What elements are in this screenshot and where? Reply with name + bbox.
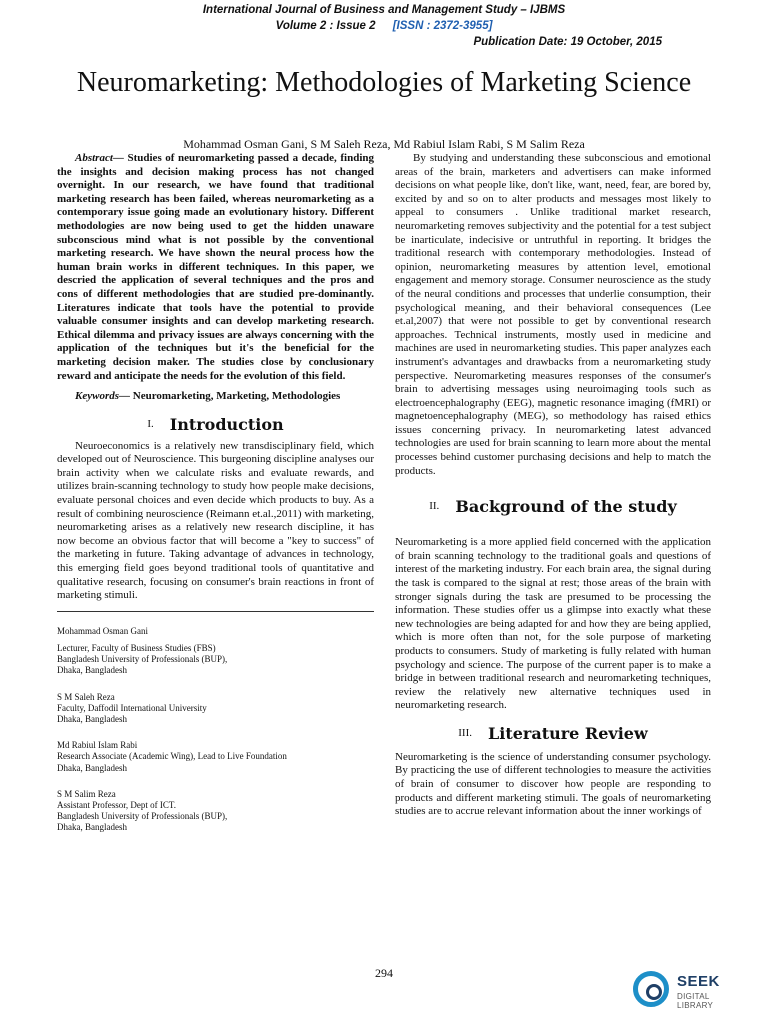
affiliation-line: Dhaka, Bangladesh (57, 713, 127, 724)
affiliation-block (57, 740, 374, 774)
introduction-paragraph: Neuroeconomics is a relatively new transdisciplinary field, which developed out of Neuroscience. This burgeoning discipline analyses our brain activity when we calculate risks and evaluate rewards, and utilizes brain-scanning technology to study how people make decisions, evaluate personal choices and even decide which products to buy. As a result of combining neuroscience (Reimann et.al.,2011) with marketing, neuromarketing arises as a relatively new research discipline, it has now become an obvious factor that will become a "key to success" of the marketing in future. Taking advantage of advances in technology, this emerging field goes beyond traditional tools of quantitative and qualitative research, focusing on consumer's brain reactions in front of marketing stimuli. (57, 439, 374, 602)
journal-name: International Journal of Business and Management Study – IJBMS (202, 4, 566, 16)
right-column (395, 152, 711, 819)
seek-logo-icon (633, 971, 669, 1007)
section-title: Background of the study (455, 497, 677, 517)
section-heading-background (395, 497, 711, 517)
affiliation-name: S M Saleh Reza (57, 691, 115, 702)
paper-authors: Mohammad Osman Gani, S M Saleh Reza, Md Rabiul Islam Rabi, S M Salim Reza (183, 137, 585, 151)
logo-brand: SEEK (677, 973, 720, 990)
abstract-label: Abstract— (75, 152, 124, 164)
section-heading-introduction (57, 414, 374, 434)
seek-digital-library-logo (633, 968, 743, 1012)
left-column (57, 152, 374, 849)
literature-paragraph: Neuromarketing is the science of understanding consumer psychology. By practicing the use of different technologies to measure the activities of brain of consumer to discover how people are responding to products and different marketing stimuli. The goals of neuromarketing studies are to accrue relevant information about the inner workings of (395, 750, 711, 818)
keywords-text: Neuromarketing, Marketing, Methodologies (130, 390, 341, 403)
journal-header (0, 2, 768, 34)
footnote-divider (57, 611, 374, 612)
issn: [ISSN : 2372-3955] (392, 20, 493, 32)
affiliation-line: Dhaka, Bangladesh (57, 822, 127, 833)
keywords-label: Keywords— (75, 390, 130, 403)
affiliation-block (57, 692, 374, 726)
affiliation-line: Dhaka, Bangladesh (57, 762, 127, 773)
affiliation-line: Bangladesh University of Professionals (BUP), (57, 654, 228, 665)
affiliation-block (57, 789, 374, 834)
affiliation-name: S M Salim Reza (57, 788, 116, 799)
affiliation-line: Research Associate (Academic Wing), Lead to Live Foundation (57, 751, 287, 762)
publication-date: Publication Date: 19 October, 2015 (473, 36, 662, 48)
affiliation-line: Assistant Professor, Dept of ICT. (57, 799, 176, 810)
affiliation-line: Dhaka, Bangladesh (57, 665, 127, 676)
affiliation-line: Faculty, Daffodil International University (57, 702, 207, 713)
section-number: III. (458, 726, 473, 739)
keywords (57, 390, 374, 404)
affiliation-name: Mohammad Osman Gani (57, 625, 148, 636)
affiliation-line: Lecturer, Faculty of Business Studies (FBS) (57, 642, 216, 653)
section-number: I. (147, 417, 154, 430)
section-heading-literature (395, 723, 711, 743)
paper-title: Neuromarketing: Methodologies of Marketing Science (76, 67, 692, 98)
abstract (57, 152, 374, 383)
section-title: Literature Review (488, 723, 648, 743)
volume-issue: Volume 2 : Issue 2 (275, 20, 376, 32)
affiliation-block (57, 626, 374, 677)
section-number: II. (429, 500, 440, 513)
affiliation-line: Bangladesh University of Professionals (BUP), (57, 811, 228, 822)
intro-continued-paragraph: By studying and understanding these subconscious and emotional areas of the brain, marketers and advertisers can make informed decisions on what people like, don't like, want, need, fear, are bored by, excited by and so on to alter products and messages most likely to appeal to consumers . Unlike traditional market research, neuromarketing removes subjectivity and the potential for a test subject be inarticulate, indecisive or untruthful in reporting. It bridges the traditional research with contemporary methodologies. Instead of opinion, neuromarketing measures by attention level, emotional engagement and memory storage. Consumer neuroscience as the study of the neural conditions and processes that underlie consumption, their psychological meaning, and their behavioral consequences (Lee et.al,2007) that were not possible to get by conventional research approaches. Technical instruments, mostly used in medicine and machines are used in neuromarketing studies. This paper analyzes each instrument's advantages and drawbacks from a neuromarketing study perspective. Neuromarketing measures responses of the consumer's brain to advertising messages using neuroimaging tools such as electroencephalography (EEG), magnetic resonance imaging (fMRI) or magnetoencephalography (MEG), so methodology has raised ethics issues concerning privacy. In neuromarketing latest advanced technologies are used for brain scanning to learn more about the mental processes behind customer purchasing decisions and help to match the products. (395, 152, 711, 477)
logo-subtitle: DIGITAL LIBRARY (677, 992, 714, 1010)
journal-volume-line (0, 18, 768, 34)
section-title: Introduction (169, 414, 284, 434)
page-number: 294 (375, 966, 393, 980)
background-paragraph: Neuromarketing is a more applied field concerned with the application of brain scanning technology to the traditional goals and questions of interest of the marketing industry. For each brain area, the signal during the task is compared to the signal at rest; those areas of the brain with stronger signals during the task are presumed to be processing the information. These studies offer us a glimpse into exactly what these new technologies are being adapted for and how they are being applied, which is more often than not, for the sole purpose of marketing products to consumers. Study of marketing is fully related with human psychology and science. The purpose of the current paper is to make a bridge in between traditional research and neuromarketing techniques, review the relatively new alternative techniques used in neuromarketing research. (395, 536, 711, 712)
abstract-text: Studies of neuromarketing passed a decade, finding the insights and decision making process has not changed overnight. In our research, we have found that traditional marketing research has been failed, whereas neuromarketing as a contemporary issue going made an evolutionary history. Different methodologies are now being used to get the hidden unaware subconscious mind what is not possible by the conventional marketing research. We have shown the neural process how the human brain works in different techniques. In this paper, we descried the application of several techniques and the pros and cons of different methodologies that are studied pre-dominantly. Literatures indicate that tools have the potential to provide valuable consumer insights and can develop marketing research. Ethical dilemma and privacy issues are always concerning with the application of the techniques but it's the beneficial for the marketing decision maker. The studies close by conclusionary reward and anticipate the needs for the evolution of this field. (57, 152, 374, 382)
affiliation-name: Md Rabiul Islam Rabi (57, 740, 138, 751)
